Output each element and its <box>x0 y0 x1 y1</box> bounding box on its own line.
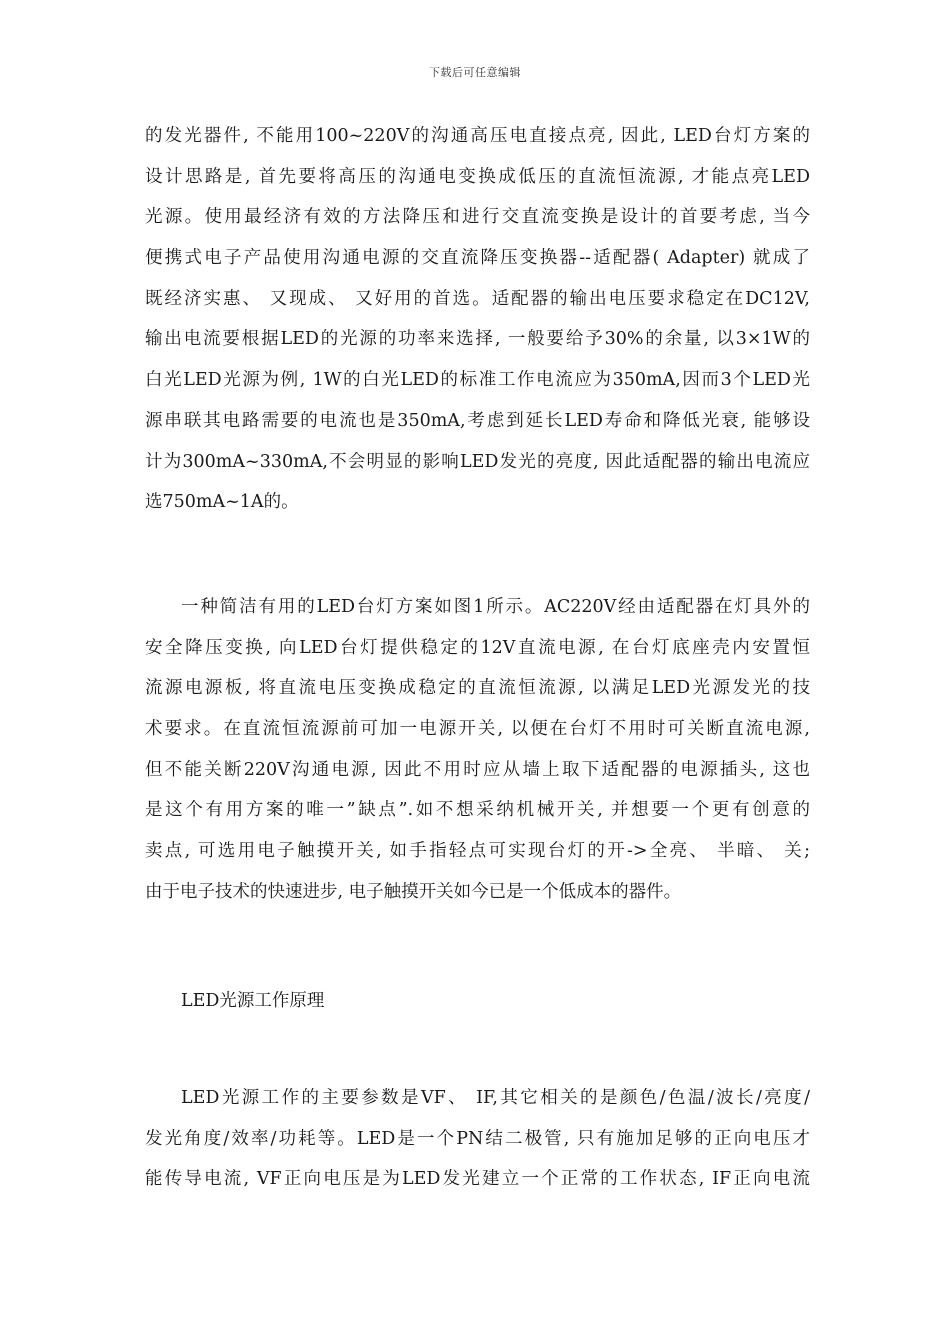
text-line: 设计思路是, 首先要将高压的沟通电变换成低压的直流恒流源, 才能点亮LED <box>145 166 810 187</box>
text-line: 由于电子技术的快速进步, 电子触摸开关如今已是一个低成本的器件。 <box>145 881 682 902</box>
text-line: 一种简洁有用的LED台灯方案如图1所示。AC220V经由适配器在灯具外的 <box>181 597 810 617</box>
page-header: 下载后可任意编辑 <box>429 66 521 79</box>
paragraph-lamp-scheme <box>145 587 810 913</box>
text-line: 既经济实惠、 又现成、 又好用的首选。适配器的输出电压要求稳定在DC12V, <box>145 288 810 309</box>
text-line: 光源。使用最经济有效的方法降压和进行交直流变换是设计的首要考虑, 当今 <box>145 207 810 228</box>
text-line: 是这个有用方案的唯一”缺点”.如不想采纳机械开关, 并想要一个更有创意的 <box>145 800 810 821</box>
text-line: 选750mA~1A的。 <box>145 492 299 513</box>
text-line: 发光角度/效率/功耗等。LED是一个PN结二极管, 只有施加足够的正向电压才 <box>145 1128 810 1149</box>
text-line: 的发光器件, 不能用100~220V的沟通高压电直接点亮, 因此, LED台灯方案的 <box>145 126 810 146</box>
text-line: 流源电源板, 将直流电压变换成稳定的直流恒流源, 以满足LED光源发光的技 <box>145 678 810 699</box>
text-line: 源串联其电路需要的电流也是350mA,考虑到延长LED寿命和降低光衰, 能够设 <box>145 410 810 431</box>
text-line: LED光源工作的主要参数是VF、 IF,其它相关的是颜色/色温/波长/亮度/ <box>181 1088 810 1108</box>
text-line: 安全降压变换, 向LED台灯提供稳定的12V直流电源, 在台灯底座壳内安置恒 <box>145 637 810 658</box>
text-line: 术要求。在直流恒流源前可加一电源开关, 以便在台灯不用时可关断直流电源, <box>145 719 810 740</box>
paragraph-adapter-design <box>145 116 810 523</box>
text-line: 但不能关断220V沟通电源, 因此不用时应从墙上取下适配器的电源插头, 这也 <box>145 759 810 780</box>
section-heading-text: LED光源工作原理 <box>181 991 325 1011</box>
text-line: 输出电流要根据LED的光源的功率来选择, 一般要给予30%的余量, 以3×1W的 <box>145 329 810 350</box>
text-line: 卖点, 可选用电子触摸开关, 如手指轻点可实现台灯的开->全亮、 半暗、 关; <box>145 841 810 862</box>
section-heading <box>145 981 810 1022</box>
text-line: 计为300mA~330mA,不会明显的影响LED发光的亮度, 因此适配器的输出电流应 <box>145 451 810 472</box>
text-line: 能传导电流, VF正向电压是为LED发光建立一个正常的工作状态, IF正向电流 <box>145 1169 810 1190</box>
paragraph-led-principle <box>145 1078 810 1200</box>
text-line: 白光LED光源为例, 1W的白光LED的标准工作电流应为350mA,因而3个LED光 <box>145 370 810 391</box>
text-line: 便携式电子产品使用沟通电源的交直流降压变换器--适配器( Adapter) 就成了 <box>145 248 810 269</box>
